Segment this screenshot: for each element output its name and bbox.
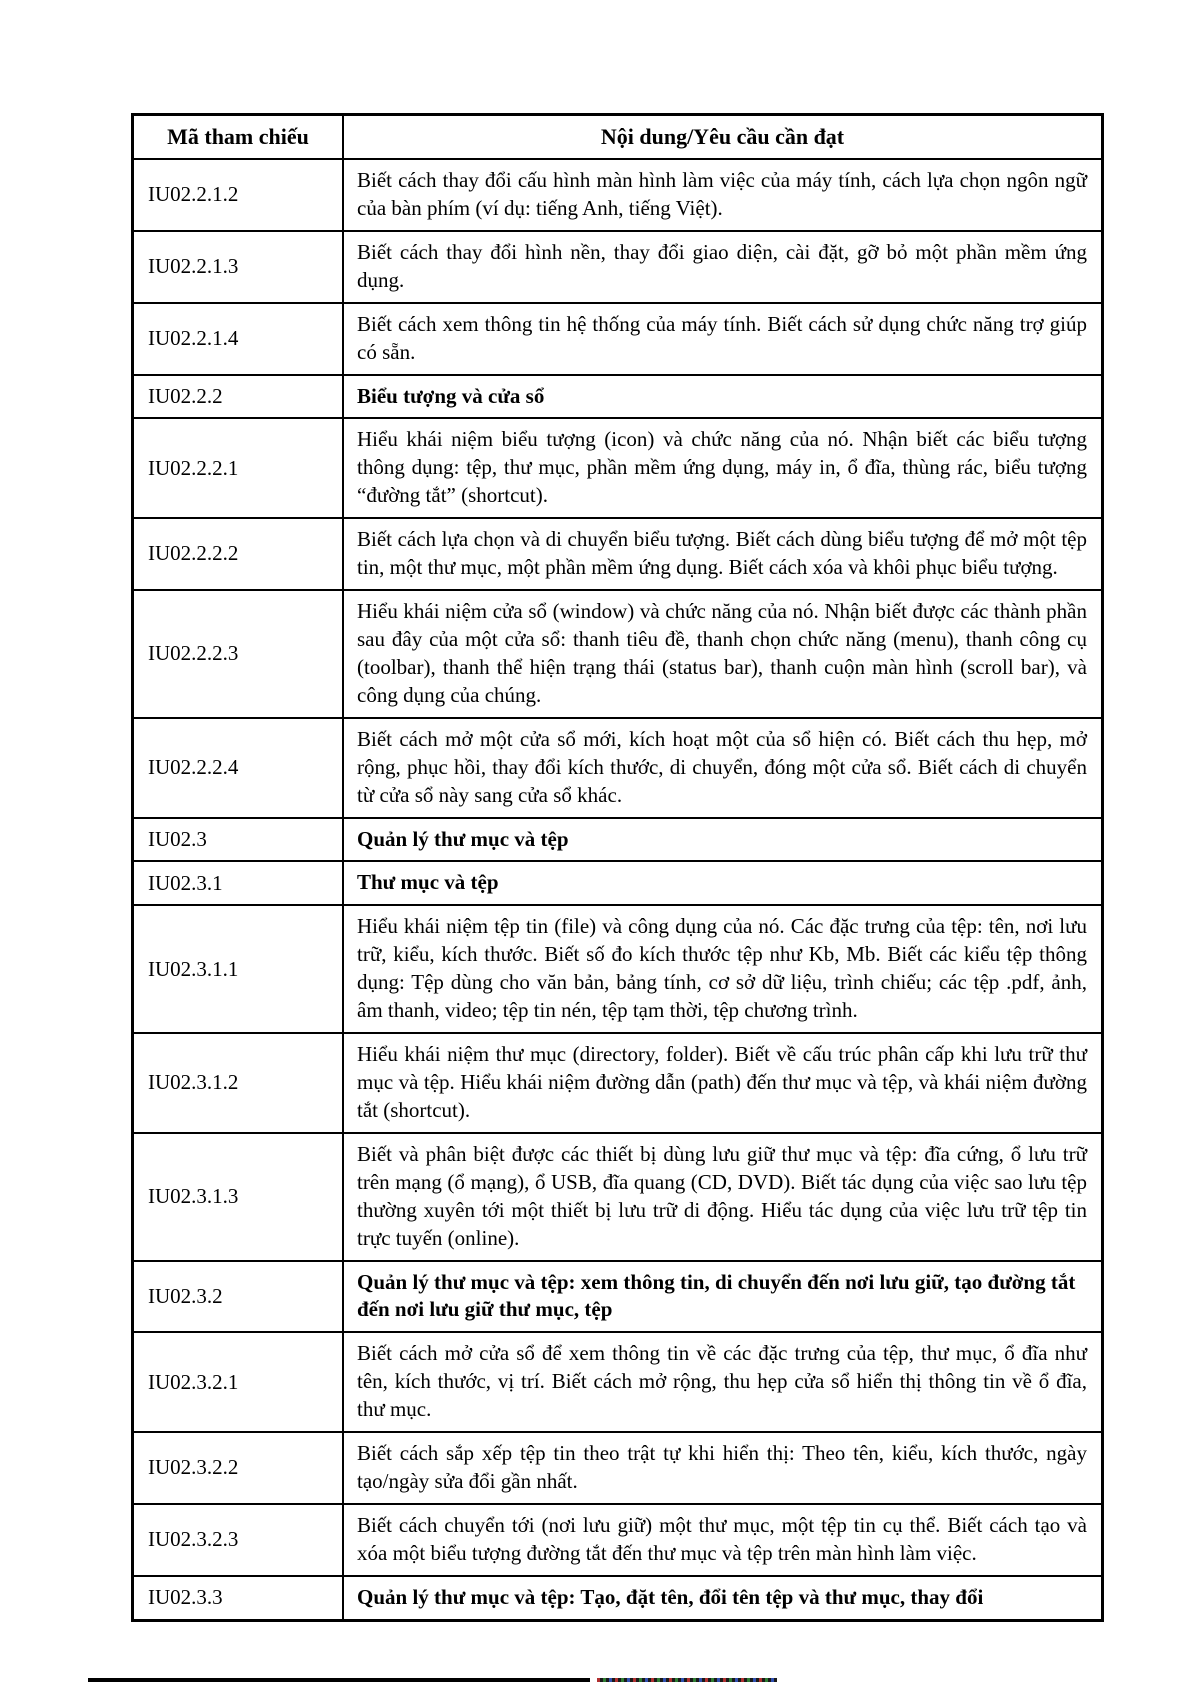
row-code: IU02.3 [133,818,344,862]
table-row [133,418,1103,518]
row-content: Biết cách xem thông tin hệ thống của máy tính. Biết cách sử dụng chức năng trợ giúp có sẵn. [343,303,1103,375]
row-content: Biết cách thay đổi cấu hình màn hình làm việc của máy tính, cách lựa chọn ngôn ngữ của bàn phím (ví dụ: tiếng Anh, tiếng Việt). [343,159,1103,231]
row-code: IU02.3.3 [133,1576,344,1620]
row-content: Biết cách chuyển tới (nơi lưu giữ) một thư mục, một tệp tin cụ thể. Biết cách tạo và xóa một biểu tượng đường tắt đến thư mục và tệp trên màn hình làm việc. [343,1504,1103,1576]
row-content: Hiểu khái niệm biểu tượng (icon) và chức năng của nó. Nhận biết các biểu tượng thông dụng: tệp, thư mục, phần mềm ứng dụng, máy in, ổ đĩa, thùng rác, biểu tượng “đường tắt” (shortcut). [343,418,1103,518]
row-content: Biết cách mở cửa sổ để xem thông tin về các đặc trưng của tệp, thư mục, ổ đĩa như tên, kích thước, vị trí. Biết cách mở rộng, thu hẹp cửa sổ hiển thị thông tin về ổ đĩa, thư mục. [343,1332,1103,1432]
table-body [133,159,1103,1620]
table-row [133,1133,1103,1261]
row-code: IU02.2.2 [133,375,344,419]
table-row [133,590,1103,718]
table-row [133,375,1103,419]
row-code: IU02.2.2.3 [133,590,344,718]
row-code: IU02.2.1.4 [133,303,344,375]
row-code: IU02.3.2 [133,1261,344,1333]
row-content: Hiểu khái niệm thư mục (directory, folder). Biết về cấu trúc phân cấp khi lưu trữ thư mục và tệp. Hiểu khái niệm đường dẫn (path) đến thư mục và tệp, và khái niệm đường tắt (shortcut). [343,1033,1103,1133]
bottom-artifact-noise [597,1678,777,1682]
table-row [133,1261,1103,1333]
table-row [133,518,1103,590]
table-row [133,303,1103,375]
table-row [133,1332,1103,1432]
row-code: IU02.2.2.1 [133,418,344,518]
table-row [133,159,1103,231]
row-code: IU02.3.1 [133,861,344,905]
row-code: IU02.2.1.3 [133,231,344,303]
row-content: Biết cách mở một cửa sổ mới, kích hoạt một của sổ hiện có. Biết cách thu hẹp, mở rộng, phục hồi, thay đổi kích thước, di chuyển, đóng một cửa sổ. Biết cách di chuyển từ cửa sổ này sang cửa sổ khác. [343,718,1103,818]
row-content: Hiểu khái niệm cửa sổ (window) và chức năng của nó. Nhận biết được các thành phần sau đây của một cửa sổ: thanh tiêu đề, thanh chọn chức năng (menu), thanh công cụ (toolbar), thanh thể hiện trạng thái (status bar), thanh cuộn màn hình (scroll bar), và công dụng của chúng. [343,590,1103,718]
table-row [133,818,1103,862]
table-header-row [133,115,1103,160]
row-content: Quản lý thư mục và tệp: xem thông tin, di chuyển đến nơi lưu giữ, tạo đường tắt đến nơi lưu giữ thư mục, tệp [343,1261,1103,1333]
row-code: IU02.2.2.2 [133,518,344,590]
row-code: IU02.3.2.1 [133,1332,344,1432]
row-code: IU02.3.2.3 [133,1504,344,1576]
row-content: Quản lý thư mục và tệp [343,818,1103,862]
bottom-artifact-bar [88,1678,590,1682]
row-content: Biết cách lựa chọn và di chuyển biểu tượng. Biết cách dùng biểu tượng để mở một tệp tin, một thư mục, một phần mềm ứng dụng. Biết cách xóa và khôi phục biểu tượng. [343,518,1103,590]
row-content: Biết và phân biệt được các thiết bị dùng lưu giữ thư mục và tệp: đĩa cứng, ổ lưu trữ trên mạng (ổ mạng), ổ USB, đĩa quang (CD, DVD). Biết tác dụng của việc sao lưu tệp thường xuyên tới một thiết bị lưu trữ di động. Hiểu tác dụng của việc lưu trữ tệp tin trực tuyến (online). [343,1133,1103,1261]
table-row [133,861,1103,905]
table-row [133,905,1103,1033]
row-content: Thư mục và tệp [343,861,1103,905]
row-content: Biết cách thay đổi hình nền, thay đổi giao diện, cài đặt, gỡ bỏ một phần mềm ứng dụng. [343,231,1103,303]
row-content: Biết cách sắp xếp tệp tin theo trật tự khi hiển thị: Theo tên, kiểu, kích thước, ngày tạo/ngày sửa đổi gần nhất. [343,1432,1103,1504]
row-code: IU02.3.1.3 [133,1133,344,1261]
requirements-table [131,113,1104,1622]
table-row [133,718,1103,818]
row-code: IU02.3.2.2 [133,1432,344,1504]
row-code: IU02.2.1.2 [133,159,344,231]
table-header-content: Nội dung/Yêu cầu cần đạt [343,115,1103,160]
row-content: Quản lý thư mục và tệp: Tạo, đặt tên, đổi tên tệp và thư mục, thay đổi [343,1576,1103,1620]
table-header-code: Mã tham chiếu [133,115,344,160]
table-row [133,1432,1103,1504]
row-content: Biểu tượng và cửa sổ [343,375,1103,419]
row-code: IU02.3.1.1 [133,905,344,1033]
table-row [133,231,1103,303]
table-row [133,1033,1103,1133]
table-row [133,1576,1103,1620]
row-content: Hiểu khái niệm tệp tin (file) và công dụng của nó. Các đặc trưng của tệp: tên, nơi lưu trữ, kiểu, kích thước. Biết số đo kích thước tệp như Kb, Mb. Biết các kiểu tệp thông dụng: Tệp dùng cho văn bản, bảng tính, cơ sở dữ liệu, trình chiếu; các tệp .pdf, ảnh, âm thanh, video; tệp tin nén, tệp tạm thời, tệp chương trình. [343,905,1103,1033]
row-code: IU02.3.1.2 [133,1033,344,1133]
table-row [133,1504,1103,1576]
row-code: IU02.2.2.4 [133,718,344,818]
